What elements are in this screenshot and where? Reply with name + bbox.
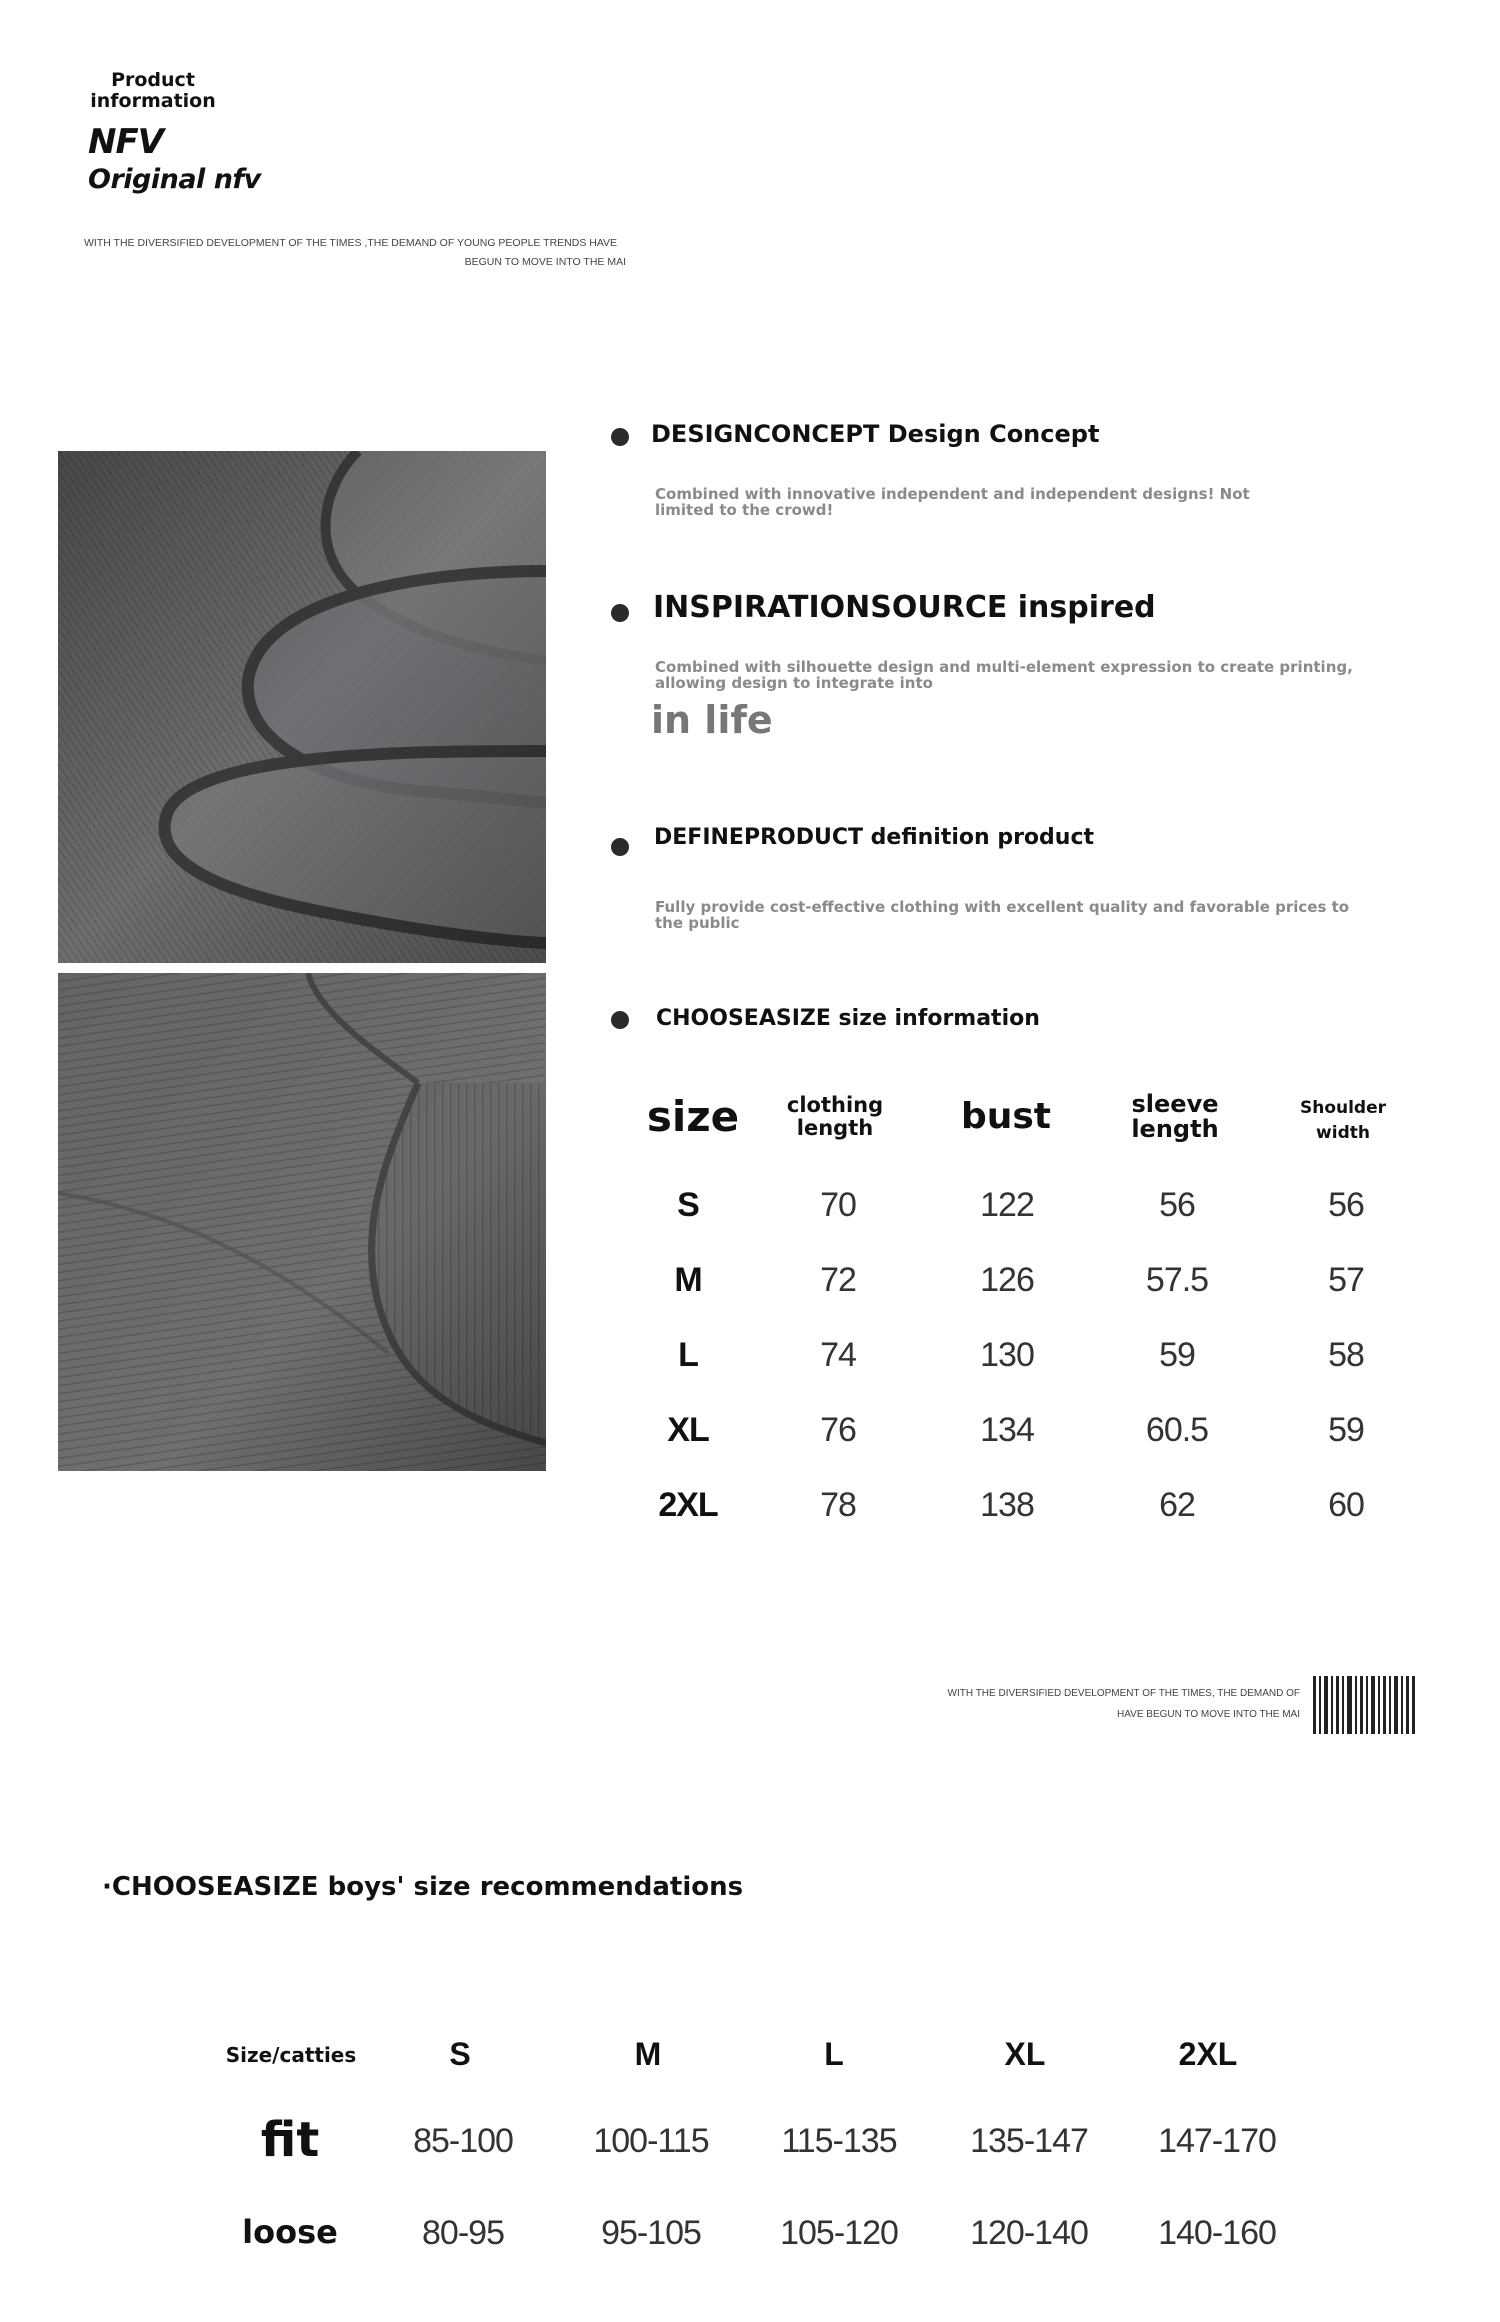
barcode-caption (930, 1683, 1300, 1725)
size-table-cell: 56 (1159, 1186, 1195, 1224)
barcode-caption-line-1: WITH THE DIVERSIFIED DEVELOPMENT OF THE TIMES, THE DEMAND OF (947, 1688, 1300, 1699)
size-table-cell: 138 (980, 1486, 1034, 1524)
bullet-dot (611, 604, 629, 622)
tagline-line-2: BEGUN TO MOVE INTO THE MAI (464, 256, 626, 268)
size-info-title: CHOOSEASIZE size information (656, 1006, 1040, 1031)
size-table-cell: 130 (980, 1336, 1034, 1374)
size-table-header-clothing-length: clothing length (786, 1093, 884, 1140)
fabric-photo-folds (58, 451, 546, 963)
rec-table-header-size: XL (1004, 2036, 1046, 2072)
rec-row-label-loose: loose (242, 2213, 338, 2251)
rec-table-cell: 95-105 (601, 2214, 701, 2252)
size-table-cell: 78 (820, 1486, 856, 1524)
size-table-cell: M (674, 1261, 702, 1299)
size-table-cell: 60.5 (1145, 1411, 1209, 1449)
brand-subtitle: Original nfv (88, 164, 261, 195)
rec-table-cell: 105-120 (780, 2214, 898, 2252)
rec-table-cell: 120-140 (970, 2214, 1088, 2252)
size-table-cell: 56 (1328, 1186, 1364, 1224)
inspiration-text: Combined with silhouette design and multi-element expression to create printing, allowing design to integrate into (655, 658, 1353, 692)
size-table-cell: 57 (1328, 1261, 1364, 1299)
size-table-cell: 70 (820, 1186, 856, 1224)
size-recommendations-title: ·CHOOSEASIZE boys' size recommendations (102, 1872, 744, 1902)
header-tagline (84, 234, 626, 272)
size-table-header-sleeve-length: sleeve length (1131, 1090, 1219, 1143)
rec-table-cell: 115-135 (781, 2122, 897, 2160)
size-table-cell: 126 (980, 1261, 1034, 1299)
barcode-graphic (1313, 1676, 1417, 1738)
rec-table-cell: 140-160 (1158, 2214, 1276, 2252)
rec-table-cell: 100-115 (593, 2122, 709, 2160)
rec-table-cell: 135-147 (970, 2122, 1088, 2160)
size-table-cell: 134 (980, 1411, 1034, 1449)
size-table-cell: 58 (1328, 1336, 1364, 1374)
rec-table-header-label: Size/catties (225, 2043, 357, 2067)
size-table-cell: 60 (1328, 1486, 1364, 1524)
size-table-cell: 59 (1328, 1411, 1364, 1449)
tagline-line-1: WITH THE DIVERSIFIED DEVELOPMENT OF THE TIMES ,THE DEMAND OF YOUNG PEOPLE TRENDS HAVE (84, 237, 618, 249)
size-table-cell: 76 (820, 1411, 856, 1449)
rec-row-label-fit: fit (260, 2112, 320, 2168)
design-concept-title: DESIGNCONCEPT Design Concept (651, 420, 1100, 448)
bullet-dot (611, 838, 629, 856)
bullet-dot (611, 1011, 629, 1029)
size-table-header-bust: bust (960, 1096, 1052, 1137)
size-table-cell: L (678, 1336, 698, 1374)
size-table-cell: 72 (820, 1261, 856, 1299)
rec-table-cell: 147-170 (1158, 2122, 1276, 2160)
inspiration-title: INSPIRATIONSOURCE inspired (653, 590, 1156, 625)
define-product-text: Fully provide cost-effective clothing with excellent quality and favorable prices to the public (655, 898, 1350, 932)
size-table-cell: 122 (980, 1186, 1034, 1224)
rec-table-cell: 80-95 (422, 2214, 504, 2252)
size-table-cell: 57.5 (1145, 1261, 1209, 1299)
size-table-cell: 74 (820, 1336, 856, 1374)
product-info-label: Product information (90, 69, 216, 112)
size-table-cell: XL (667, 1411, 709, 1449)
fabric-photo-ribbed (58, 973, 546, 1471)
rec-table-header-size: S (449, 2036, 471, 2072)
size-table-header-shoulder-width: Shoulder width (1299, 1098, 1387, 1143)
size-table-cell: 62 (1159, 1486, 1195, 1524)
rec-table-cell: 85-100 (413, 2122, 513, 2160)
bullet-dot (611, 428, 629, 446)
size-table-cell: S (677, 1186, 699, 1224)
brand-name: NFV (88, 122, 163, 162)
rec-table-header-size: L (824, 2036, 844, 2072)
design-concept-text: Combined with innovative independent and independent designs! Not limited to the crowd! (655, 485, 1250, 519)
rec-table-header-size: 2XL (1178, 2036, 1238, 2072)
size-table-header-size: size (646, 1092, 740, 1141)
size-table-cell: 59 (1159, 1336, 1195, 1374)
define-product-title: DEFINEPRODUCT definition product (654, 825, 1094, 850)
size-table-cell: 2XL (658, 1486, 718, 1524)
inspiration-emphasis: in life (651, 698, 773, 742)
rec-table-header-size: M (634, 2036, 662, 2072)
barcode-caption-line-2: HAVE BEGUN TO MOVE INTO THE MAI (1117, 1709, 1300, 1720)
